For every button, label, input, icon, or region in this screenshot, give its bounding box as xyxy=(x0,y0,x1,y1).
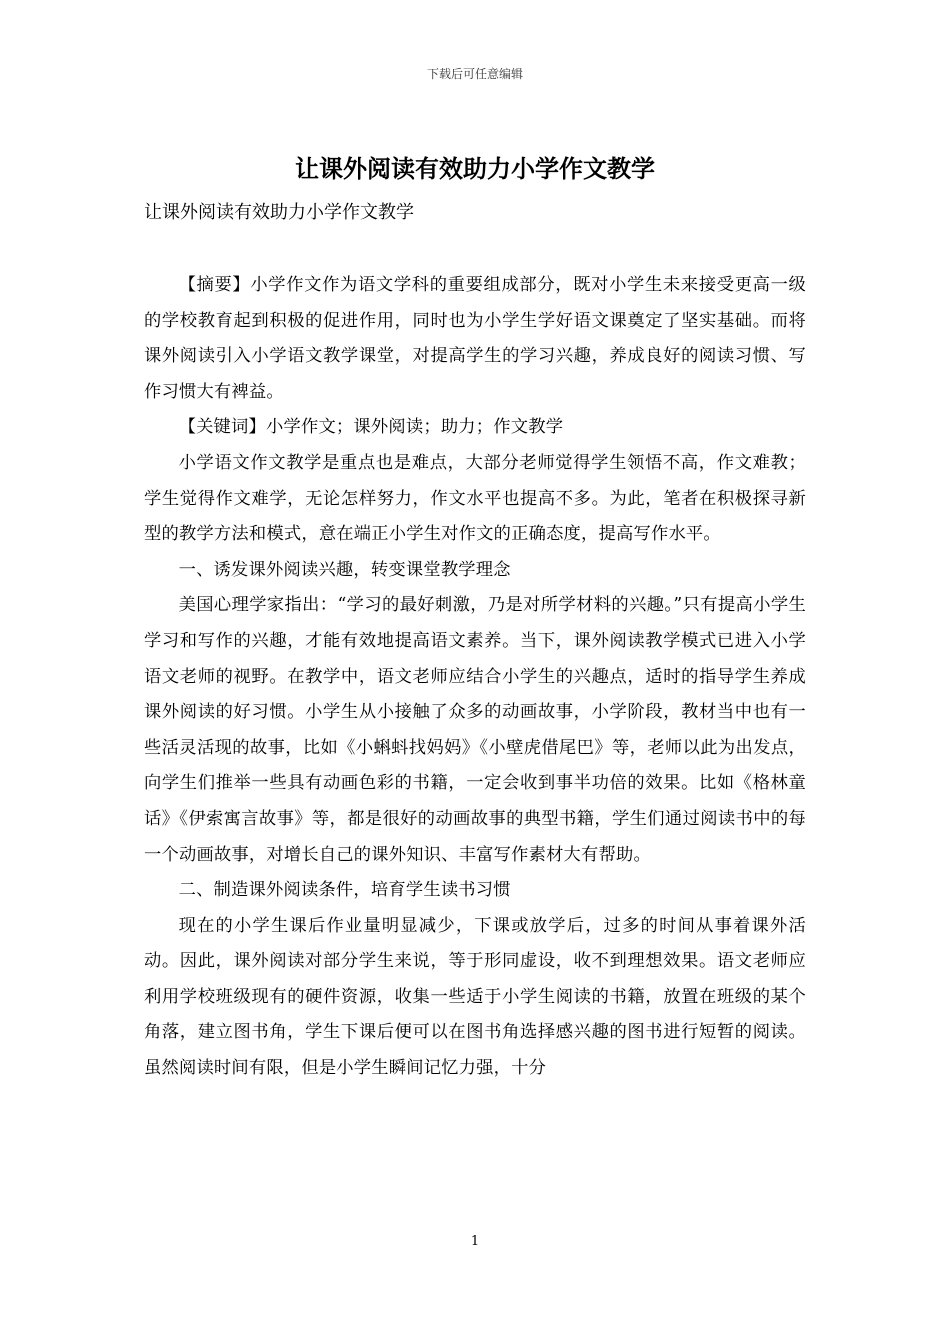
document-body xyxy=(144,268,806,1087)
section-heading-1: 一、诱发课外阅读兴趣，转变课堂教学理念 xyxy=(178,559,511,580)
header-note: 下载后可任意编辑 xyxy=(426,67,523,81)
document-title: 让课外阅读有效助力小学作文教学 xyxy=(295,154,655,183)
abstract-paragraph: 【摘要】小学作文作为语文学科的重要组成部分，既对小学生未来接受更高一级的学校教育起到积极的促进作用，同时也为小学生学好语文课奠定了坚实基础。而将课外阅读引入小学语文教学课堂，对提高学生的学习兴趣，养成良好的阅读习惯、写作习惯大有裨益。 xyxy=(144,275,806,402)
keywords-paragraph: 【关键词】小学作文；课外阅读；助力；作文教学 xyxy=(178,417,564,438)
intro-paragraph: 小学语文作文教学是重点也是难点，大部分老师觉得学生领悟不高，作文难教；学生觉得作文难学，无论怎样努力，作文水平也提高不多。为此，笔者在积极探寻新型的教学方法和模式，意在端正小学生对作文的正确态度，提高写作水平。 xyxy=(144,452,806,545)
section-heading-2: 二、制造课外阅读条件，培育学生读书习惯 xyxy=(178,880,511,901)
section-2-paragraph: 现在的小学生课后作业量明显减少，下课或放学后，过多的时间从事着课外活动。因此，课外阅读对部分学生来说，等于形同虚设，收不到理想效果。语文老师应利用学校班级现有的硬件资源，收集一些适于小学生阅读的书籍，放置在班级的某个角落，建立图书角，学生下课后便可以在图书角选择感兴趣的图书进行短暂的阅读。虽然阅读时间有限，但是小学生瞬间记忆力强，十分 xyxy=(144,915,806,1079)
page-number: 1 xyxy=(470,1234,480,1249)
document-subtitle: 让课外阅读有效助力小学作文教学 xyxy=(144,202,414,223)
section-1-paragraph: 美国心理学家指出：“学习的最好刺激，乃是对所学材料的兴趣。”只有提高小学生学习和写作的兴趣，才能有效地提高语文素养。当下，课外阅读教学模式已进入小学语文老师的视野。在教学中，语文老师应结合小学生的兴趣点，适时的指导学生养成课外阅读的好习惯。小学生从小接触了众多的动画故事，小学阶段，教材当中也有一些活灵活现的故事，比如《小蝌蚪找妈妈》《小壁虎借尾巴》等，老师以此为出发点，向学生们推举一些具有动画色彩的书籍，一定会收到事半功倍的效果。比如《格林童话》《伊索寓言故事》等，都是很好的动画故事的典型书籍，学生们通过阅读书中的每一个动画故事，对增长自己的课外知识、丰富写作素材大有帮助。 xyxy=(144,595,806,865)
